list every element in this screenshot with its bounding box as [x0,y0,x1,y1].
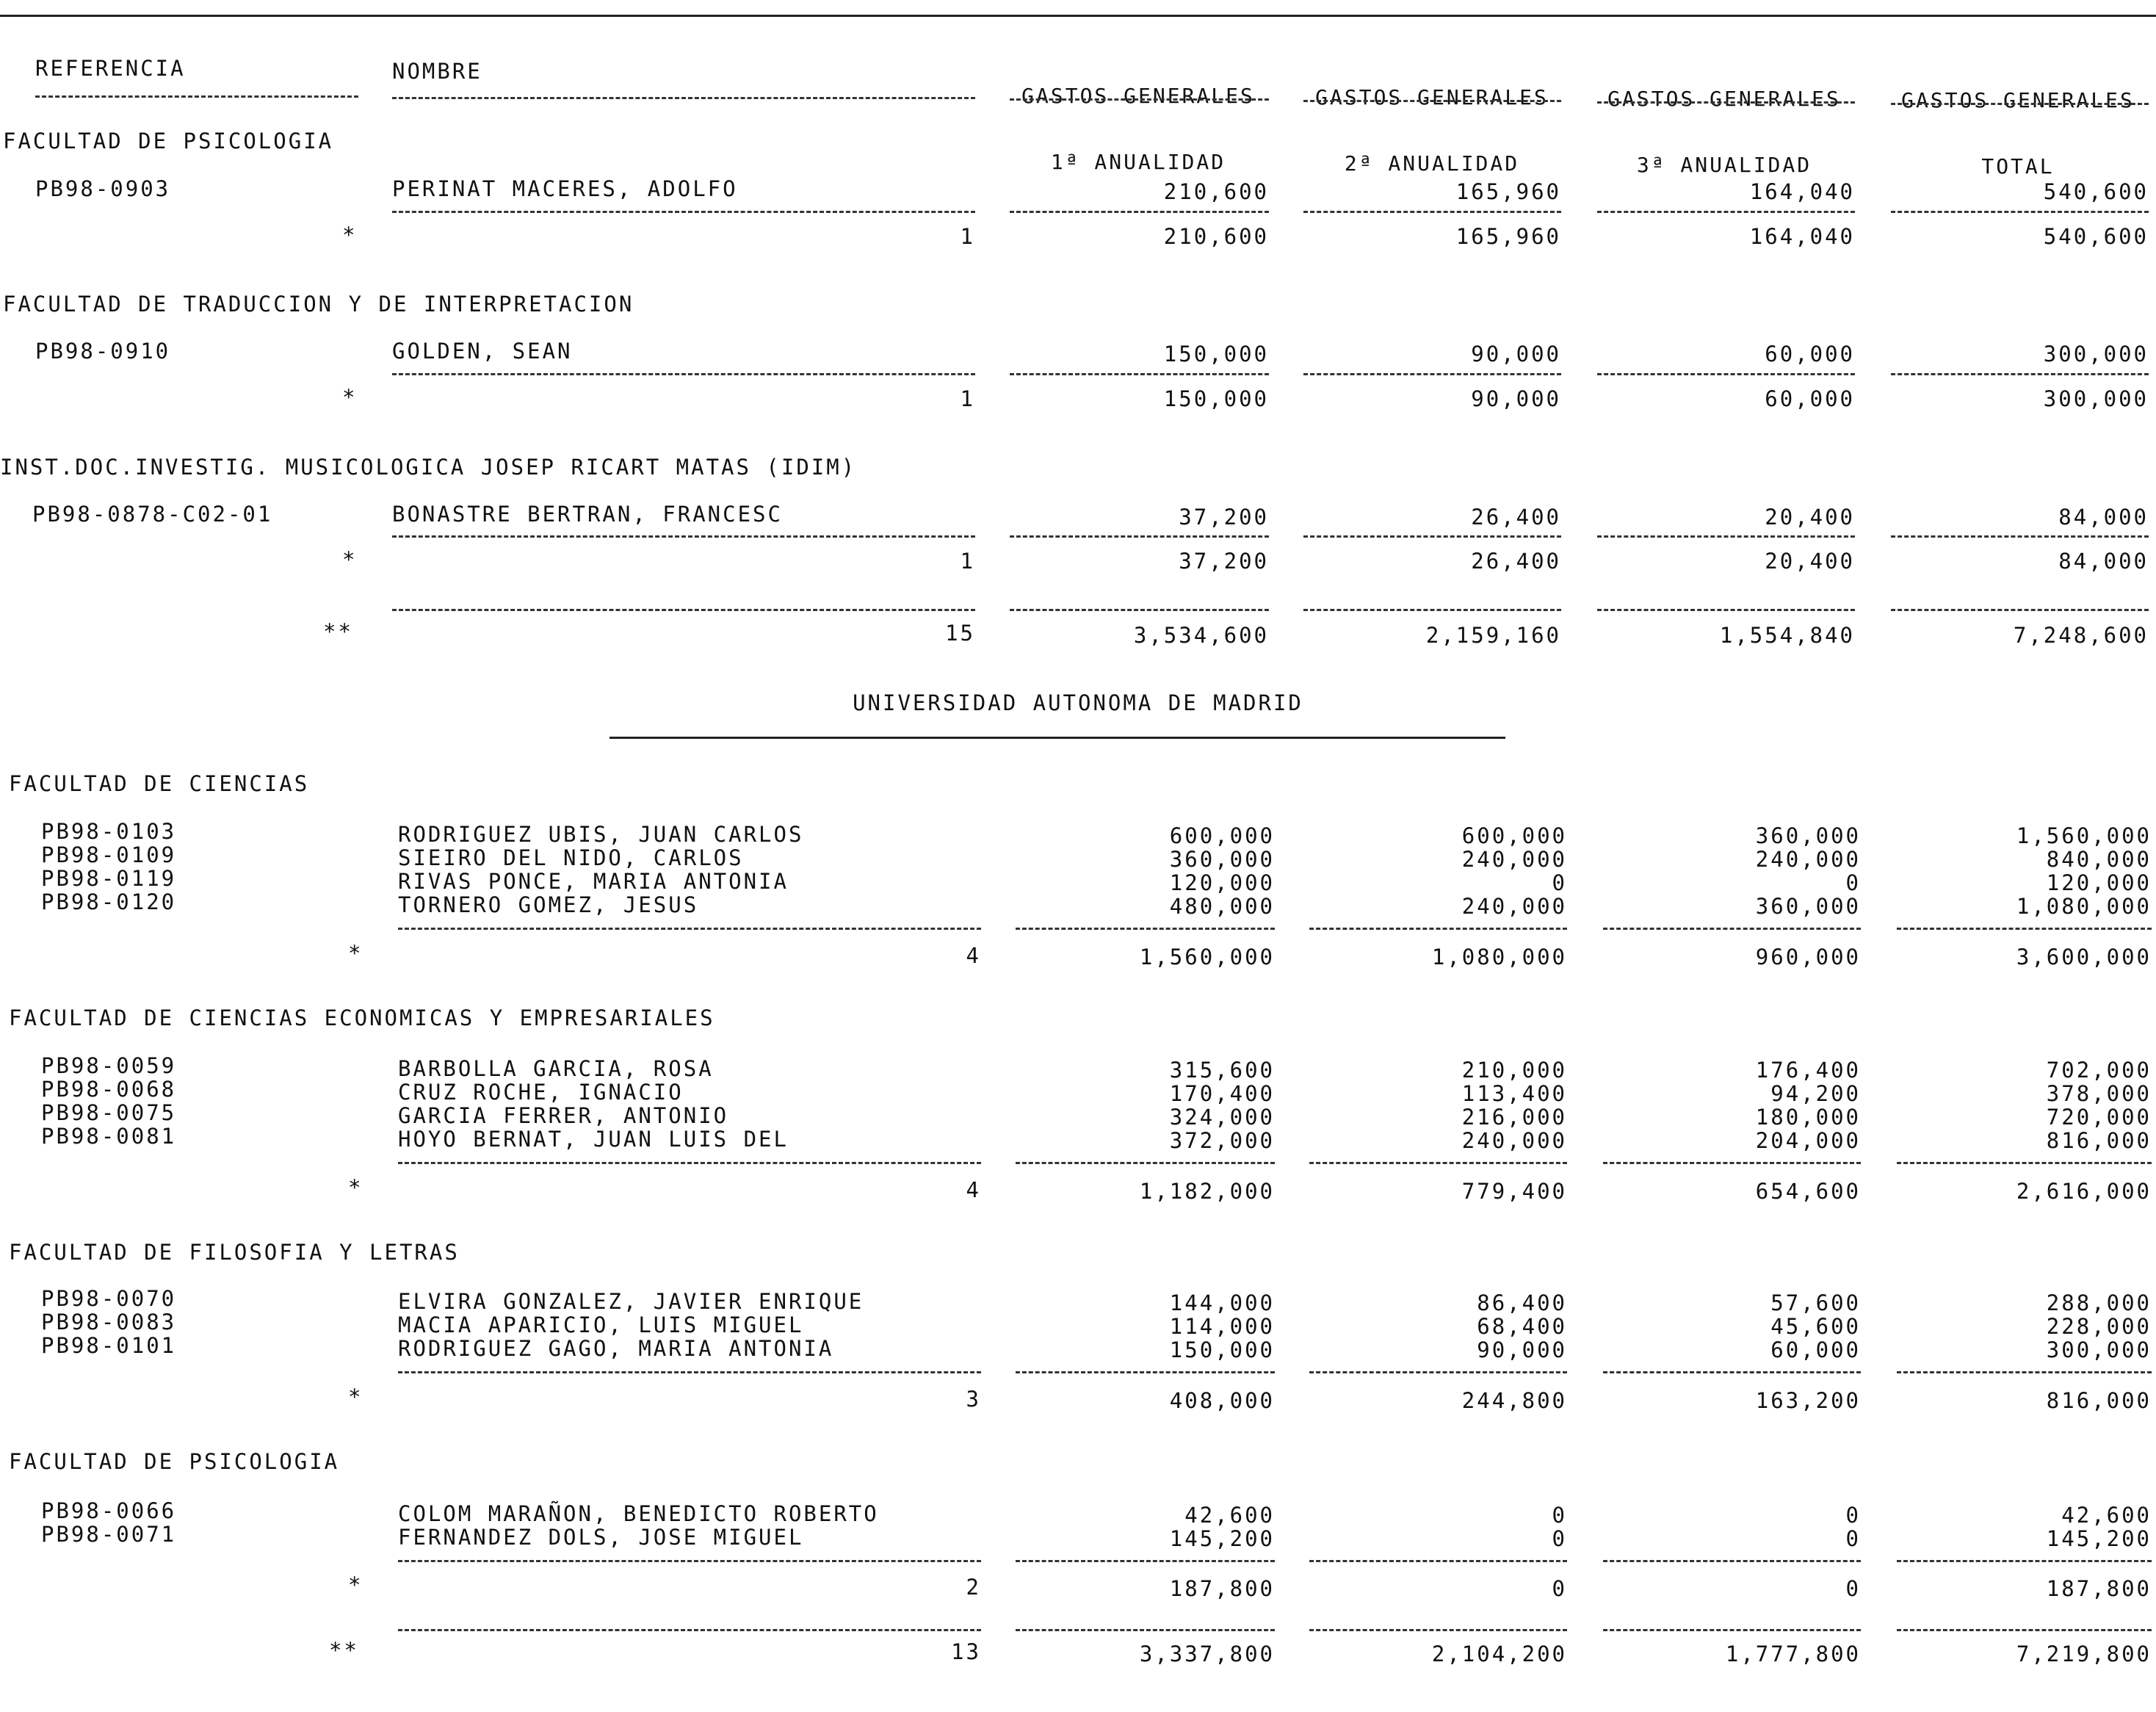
section-4-sep-col3 [1603,928,1861,930]
row-ref: PB98-0081 [41,1124,177,1149]
row-total: 145,200 [2046,1526,2152,1551]
section-title: INST.DOC.INVESTIG. MUSICOLOGICA JOSEP RICART MATAS (IDIM) [0,455,857,480]
subtotal-mark: * [348,1175,363,1200]
row-a2: 0 [1552,870,1567,895]
header-total-line2: TOTAL [1981,154,2055,178]
row-ref: PB98-0103 [41,819,177,844]
university-title: UNIVERSIDAD AUTONOMA DE MADRID [853,690,1303,715]
subtotal-a3: 0 [1845,1576,1861,1601]
row-a2: 210,000 [1461,1058,1567,1083]
header-total-line1: GASTOS GENERALES [1901,88,2135,112]
row-a2: 90,000 [1477,1337,1567,1362]
row-a2: 240,000 [1461,1128,1567,1153]
row-name: RODRIGUEZ UBIS, JUAN CARLOS [398,822,804,847]
row-name: MACIA APARICIO, LUIS MIGUEL [398,1312,804,1337]
header-referencia: REFERENCIA [35,56,186,81]
subtotal-total: 2,616,000 [2016,1179,2152,1204]
row-a1: 37,200 [1179,505,1269,530]
section-3-sep-col2 [1303,535,1561,538]
grand-total-a1: 3,337,800 [1139,1641,1275,1666]
row-name: RODRIGUEZ GAGO, MARIA ANTONIA [398,1336,834,1361]
subtotal-a2: 90,000 [1471,386,1561,411]
subtotal-a1: 37,200 [1179,549,1269,574]
section-5-sep-col4 [1897,1162,2152,1164]
subtotal-a1: 1,560,000 [1139,945,1275,969]
grand-total-mark: ** [323,619,353,644]
row-a1: 480,000 [1169,894,1275,919]
row-total: 300,000 [2043,342,2149,366]
row-name: BARBOLLA GARCIA, ROSA [398,1056,714,1081]
row-a3: 0 [1845,870,1861,895]
grand-total-a3: 1,554,840 [1719,623,1855,648]
section-1-sep-col3 [1597,211,1855,213]
section-title: FACULTAD DE PSICOLOGIA [3,129,334,153]
header-col1-line1: GASTOS GENERALES [1021,84,1255,108]
row-total: 702,000 [2046,1058,2152,1083]
subtotal-count: 1 [960,549,975,574]
header-col3-line2: 3ª ANUALIDAD [1636,153,1812,177]
row-a2: 26,400 [1471,505,1561,530]
subtotal-a3: 60,000 [1765,386,1855,411]
row-total: 300,000 [2046,1337,2152,1362]
top-rule [0,15,2156,17]
row-ref: PB98-0071 [41,1522,177,1547]
row-a2: 165,960 [1455,179,1561,204]
row-name: FERNANDEZ DOLS, JOSE MIGUEL [398,1525,804,1550]
header-nombre: NOMBRE [392,59,482,84]
subtotal-mark: * [342,385,358,410]
section-2-sep-col4 [1891,373,2149,375]
row-ref: PB98-0109 [41,842,177,867]
row-name: SIEIRO DEL NIDO, CARLOS [398,845,744,870]
subtotal-a3: 960,000 [1755,945,1861,969]
row-total: 228,000 [2046,1314,2152,1339]
row-ref: PB98-0070 [41,1286,177,1311]
section-2-sep-col1 [1010,373,1269,375]
row-total: 120,000 [2046,870,2152,895]
subtotal-count: 1 [960,224,975,249]
grand-total-total: 7,248,600 [2013,623,2149,648]
row-a2: 90,000 [1471,342,1561,366]
row-a2: 600,000 [1461,823,1567,848]
section-7-sep-col4 [1897,1560,2152,1562]
section-7-sep-col1 [1016,1560,1275,1562]
subtotal-a1: 150,000 [1163,386,1269,411]
row-ref: PB98-0083 [41,1310,177,1334]
row-total: 288,000 [2046,1290,2152,1315]
header-total-underline [1891,103,2149,105]
row-ref: PB98-0903 [35,176,171,201]
row-a1: 360,000 [1169,847,1275,872]
row-ref: PB98-0068 [41,1077,177,1102]
subtotal-total: 3,600,000 [2016,945,2152,969]
row-total: 816,000 [2046,1128,2152,1153]
header-col2-underline [1303,100,1561,102]
row-a3: 180,000 [1755,1105,1861,1130]
row-ref: PB98-0120 [41,889,177,914]
grand-total-2-sep-nombre [398,1629,981,1631]
section-title: FACULTAD DE PSICOLOGIA [9,1449,340,1474]
section-4-sep-col2 [1309,928,1567,930]
subtotal-count: 3 [966,1387,981,1412]
row-a2: 113,400 [1461,1081,1567,1106]
row-ref: PB98-0878-C02-01 [32,502,273,527]
row-total: 1,560,000 [2016,823,2152,848]
subtotal-mark: * [342,223,358,248]
section-5-sep-col1 [1016,1162,1275,1164]
row-name: COLOM MARAÑON, BENEDICTO ROBERTO [398,1501,879,1526]
header-col3-line1: GASTOS GENERALES [1607,87,1841,111]
row-total: 540,600 [2043,179,2149,204]
row-a3: 60,000 [1770,1337,1861,1362]
row-a1: 372,000 [1169,1128,1275,1153]
section-3-sep-nombre [392,535,975,538]
row-name: ELVIRA GONZALEZ, JAVIER ENRIQUE [398,1289,864,1314]
grand-total-2-sep-col4 [1897,1629,2152,1631]
subtotal-a2: 26,400 [1471,549,1561,574]
row-a2: 240,000 [1461,847,1567,872]
grand-total-1-sep-col2 [1303,609,1561,611]
row-ref: PB98-0059 [41,1053,177,1078]
row-a2: 240,000 [1461,894,1567,919]
row-a1: 600,000 [1169,823,1275,848]
row-name: GOLDEN, SEAN [392,339,573,364]
row-a3: 94,200 [1770,1081,1861,1106]
grand-total-a2: 2,159,160 [1425,623,1561,648]
grand-total-a1: 3,534,600 [1133,623,1269,648]
subtotal-a1: 210,600 [1163,224,1269,249]
row-total: 1,080,000 [2016,894,2152,919]
subtotal-a1: 187,800 [1169,1576,1275,1601]
grand-total-2-sep-col1 [1016,1629,1275,1631]
header-col1-underline [1010,98,1269,101]
header-nombre-underline [392,97,975,99]
row-a3: 204,000 [1755,1128,1861,1153]
subtotal-a1: 1,182,000 [1139,1179,1275,1204]
university-title-underline [609,737,1505,739]
row-a3: 0 [1845,1503,1861,1528]
grand-total-1-sep-col3 [1597,609,1855,611]
row-a1: 210,600 [1163,179,1269,204]
row-total: 378,000 [2046,1081,2152,1106]
row-a1: 150,000 [1163,342,1269,366]
row-a1: 144,000 [1169,1290,1275,1315]
row-a2: 86,400 [1477,1290,1567,1315]
row-ref: PB98-0075 [41,1100,177,1125]
section-4-sep-col4 [1897,928,2152,930]
header-col1-line2: 1ª ANUALIDAD [1050,150,1226,174]
subtotal-count: 2 [966,1575,981,1600]
grand-total-2-sep-col3 [1603,1629,1861,1631]
subtotal-a2: 0 [1552,1576,1567,1601]
section-2-sep-col2 [1303,373,1561,375]
subtotal-total: 84,000 [2058,549,2149,574]
row-a1: 324,000 [1169,1105,1275,1130]
row-a3: 360,000 [1755,823,1861,848]
header-col3-underline [1597,101,1855,104]
row-name: CRUZ ROCHE, IGNACIO [398,1080,684,1105]
row-a1: 42,600 [1184,1503,1275,1528]
row-name: HOYO BERNAT, JUAN LUIS DEL [398,1127,789,1152]
row-a1: 114,000 [1169,1314,1275,1339]
row-ref: PB98-0119 [41,866,177,891]
row-a3: 176,400 [1755,1058,1861,1083]
subtotal-a1: 408,000 [1169,1388,1275,1413]
row-a3: 240,000 [1755,847,1861,872]
section-1-sep-col4 [1891,211,2149,213]
grand-total-2-sep-col2 [1309,1629,1567,1631]
header-col2-line2: 2ª ANUALIDAD [1344,151,1520,176]
row-a1: 315,600 [1169,1058,1275,1083]
grand-total-total: 7,219,800 [2016,1641,2152,1666]
row-a3: 360,000 [1755,894,1861,919]
section-1-sep-col1 [1010,211,1269,213]
section-4-sep-col1 [1016,928,1275,930]
row-a1: 170,400 [1169,1081,1275,1106]
subtotal-mark: * [342,547,358,572]
grand-total-1-sep-col1 [1010,609,1269,611]
section-6-sep-col3 [1603,1371,1861,1373]
section-3-sep-col3 [1597,535,1855,538]
row-name: GARCIA FERRER, ANTONIO [398,1103,729,1128]
subtotal-a2: 165,960 [1455,224,1561,249]
row-total: 84,000 [2058,505,2149,530]
subtotal-a3: 163,200 [1755,1388,1861,1413]
row-total: 720,000 [2046,1105,2152,1130]
section-4-sep-nombre [398,928,981,930]
row-a3: 60,000 [1765,342,1855,366]
grand-total-a3: 1,777,800 [1725,1641,1861,1666]
row-a2: 0 [1552,1526,1567,1551]
subtotal-total: 300,000 [2043,386,2149,411]
row-ref: PB98-0066 [41,1498,177,1523]
section-6-sep-nombre [398,1371,981,1373]
row-a3: 164,040 [1749,179,1855,204]
section-5-sep-nombre [398,1162,981,1164]
subtotal-mark: * [348,1572,363,1597]
row-a2: 0 [1552,1503,1567,1528]
section-1-sep-nombre [392,211,975,213]
section-6-sep-col4 [1897,1371,2152,1373]
subtotal-count: 4 [966,1177,981,1202]
section-3-sep-col4 [1891,535,2149,538]
subtotal-total: 540,600 [2043,224,2149,249]
row-a2: 216,000 [1461,1105,1567,1130]
section-7-sep-nombre [398,1560,981,1562]
subtotal-a2: 244,800 [1461,1388,1567,1413]
subtotal-a3: 164,040 [1749,224,1855,249]
section-2-sep-col3 [1597,373,1855,375]
subtotal-a2: 779,400 [1461,1179,1567,1204]
row-name: BONASTRE BERTRAN, FRANCESC [392,502,783,527]
subtotal-count: 4 [966,943,981,968]
row-name: PERINAT MACERES, ADOLFO [392,176,738,201]
row-name: RIVAS PONCE, MARIA ANTONIA [398,869,789,894]
section-title: FACULTAD DE CIENCIAS [9,771,310,796]
grand-total-1-sep-col4 [1891,609,2149,611]
subtotal-total: 187,800 [2046,1576,2152,1601]
section-5-sep-col3 [1603,1162,1861,1164]
subtotal-a3: 654,600 [1755,1179,1861,1204]
section-2-sep-nombre [392,373,975,375]
row-ref: PB98-0910 [35,339,171,364]
row-a1: 120,000 [1169,870,1275,895]
header-referencia-underline [35,95,358,98]
row-a3: 45,600 [1770,1314,1861,1339]
subtotal-mark: * [348,941,363,966]
subtotal-total: 816,000 [2046,1388,2152,1413]
section-1-sep-col2 [1303,211,1561,213]
row-ref: PB98-0101 [41,1333,177,1358]
grand-total-count: 15 [945,621,975,646]
subtotal-a3: 20,400 [1765,549,1855,574]
section-7-sep-col2 [1309,1560,1567,1562]
grand-total-a2: 2,104,200 [1431,1641,1567,1666]
header-col2-line1: GASTOS GENERALES [1315,85,1549,109]
row-a3: 20,400 [1765,505,1855,530]
subtotal-a2: 1,080,000 [1431,945,1567,969]
grand-total-mark: ** [329,1638,359,1663]
section-title: FACULTAD DE TRADUCCION Y DE INTERPRETACION [3,292,634,317]
row-total: 840,000 [2046,847,2152,872]
row-a1: 150,000 [1169,1337,1275,1362]
grand-total-1-sep-nombre [392,609,975,611]
section-7-sep-col3 [1603,1560,1861,1562]
row-a3: 0 [1845,1526,1861,1551]
section-3-sep-col1 [1010,535,1269,538]
section-title: FACULTAD DE FILOSOFIA Y LETRAS [9,1240,460,1265]
subtotal-mark: * [348,1384,363,1409]
row-name: TORNERO GOMEZ, JESUS [398,892,699,917]
grand-total-count: 13 [951,1639,981,1664]
row-a2: 68,400 [1477,1314,1567,1339]
row-a3: 57,600 [1770,1290,1861,1315]
row-total: 42,600 [2061,1503,2152,1528]
row-a1: 145,200 [1169,1526,1275,1551]
subtotal-count: 1 [960,386,975,411]
section-6-sep-col1 [1016,1371,1275,1373]
section-5-sep-col2 [1309,1162,1567,1164]
section-6-sep-col2 [1309,1371,1567,1373]
section-title: FACULTAD DE CIENCIAS ECONOMICAS Y EMPRESARIALES [9,1005,715,1030]
